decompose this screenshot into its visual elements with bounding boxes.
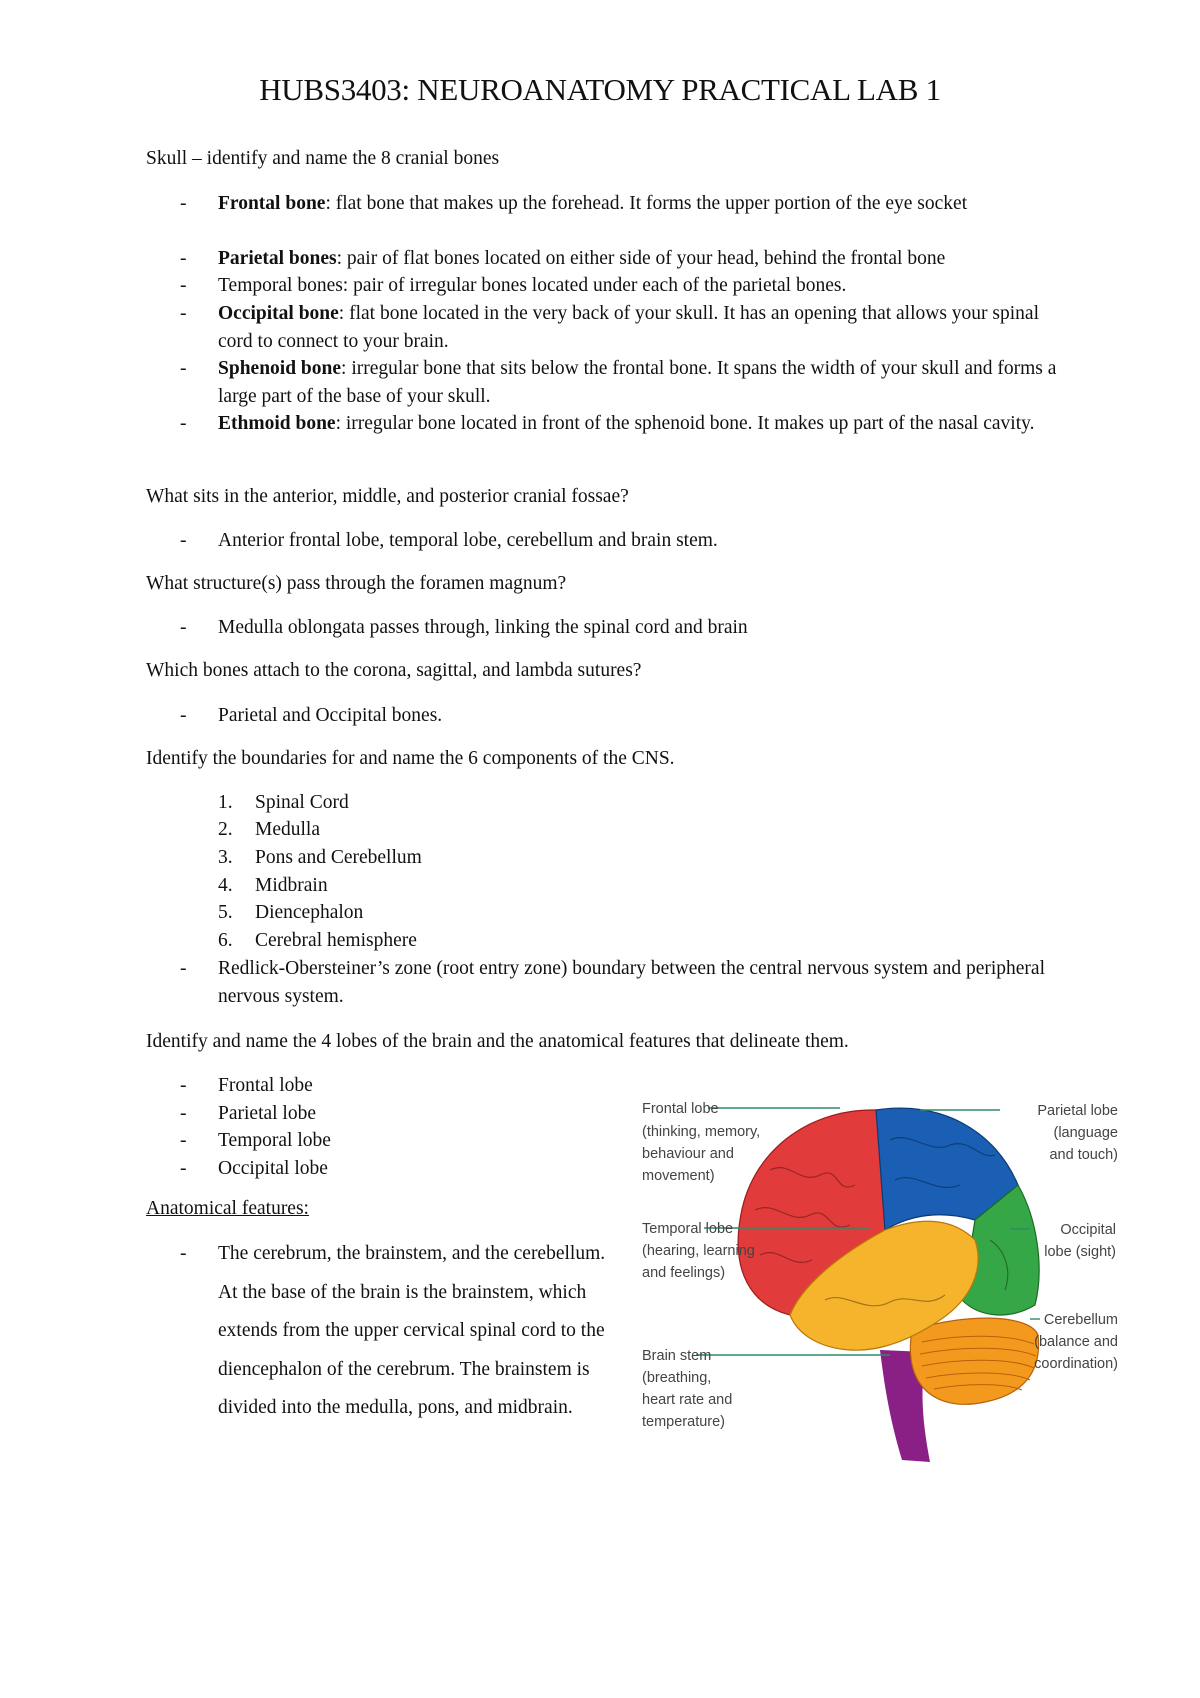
frontal-lobe-label: Frontal lobe	[642, 1101, 719, 1117]
anatomical-features-text: - The cerebrum, the brainstem, and the cerebellum. At the base of the brain is the brainstem, which extends from the upper cervical spinal cord to the diencephalon of the cerebrum. The brainstem is divided into the medulla, pons, and midbrain.	[180, 1243, 606, 1418]
bone-desc: : flat bone located in the very back of your skull. It has an opening that allows your spinal cord to connect to your brain.	[218, 303, 1039, 352]
list-dash: -	[180, 705, 187, 726]
cns-item: 5. Diencephalon	[218, 902, 364, 923]
svg-text:Occipital	[1060, 1222, 1116, 1238]
list-dash: -	[180, 617, 187, 638]
cns-item: 3. Pons and Cerebellum	[218, 847, 422, 868]
brain-stem-label: Brain stem	[642, 1348, 712, 1364]
answer-cns-boundary	[180, 955, 1060, 1010]
question-cranial-bones: Skull – identify and name the 8 cranial bones	[146, 148, 500, 169]
bone-item-temporal	[180, 272, 1060, 300]
svg-text:(breathing,: (breathing,	[642, 1370, 712, 1386]
bone-item-sphenoid	[180, 355, 1060, 410]
list-dash: -	[180, 530, 187, 551]
svg-text:Parietal lobe	[1037, 1103, 1118, 1119]
svg-text:Frontal lobe	[642, 1101, 719, 1117]
list-dash: -	[180, 958, 187, 979]
list-dash: -	[180, 193, 187, 214]
cns-item: 2. Medulla	[218, 819, 320, 840]
cns-item: 4. Midbrain	[218, 875, 328, 896]
occipital-lobe-label: Occipital	[1060, 1222, 1116, 1238]
bone-name: Occipital bone	[218, 303, 339, 324]
answer-text: Anterior frontal lobe, temporal lobe, cerebellum and brain stem.	[218, 530, 718, 551]
page-title: HUBS3403: NEUROANATOMY PRACTICAL LAB 1	[259, 72, 941, 107]
svg-text:heart rate and: heart rate and	[642, 1392, 733, 1408]
list-dash: -	[180, 275, 187, 296]
question-cns: Identify the boundaries for and name the 6 components of the CNS.	[146, 748, 675, 769]
bone-desc: : irregular bone that sits below the frontal bone. It spans the width of your skull and forms a large part of the base of your skull.	[218, 358, 1057, 407]
bone-name: Parietal bones	[218, 248, 337, 269]
cns-item: 1. Spinal Cord	[218, 792, 349, 813]
bone-desc: : flat bone that makes up the forehead. It forms the upper portion of the eye socket	[325, 193, 968, 214]
svg-text:lobe (sight): lobe (sight)	[1044, 1244, 1116, 1260]
bone-item-occipital	[180, 300, 1060, 355]
cerebellum-shape	[910, 1318, 1038, 1404]
list-dash: -	[180, 303, 187, 324]
svg-text:(hearing, learning: (hearing, learning	[642, 1243, 755, 1259]
svg-text:Brain stem	[642, 1348, 711, 1364]
lobe-item: - Frontal lobe	[180, 1075, 313, 1096]
parietal-lobe-label: Parietal lobe	[1037, 1103, 1118, 1119]
question-sutures: Which bones attach to the corona, sagittal, and lambda sutures?	[146, 660, 642, 681]
answer-sutures	[180, 702, 1060, 730]
list-dash: -	[180, 358, 187, 379]
svg-text:coordination): coordination)	[1034, 1356, 1118, 1372]
brain-lobes-diagram	[640, 1090, 1120, 1470]
svg-text:(thinking, memory,: (thinking, memory,	[642, 1124, 761, 1140]
answer-text: Redlick-Obersteiner’s zone (root entry zone) boundary between the central nervous system and peripheral nervous system.	[218, 958, 1045, 1007]
list-dash: -	[180, 248, 187, 269]
svg-text:movement): movement)	[642, 1168, 715, 1184]
question-foramen-magnum: What structure(s) pass through the foramen magnum?	[146, 573, 567, 594]
bone-name: Ethmoid bone	[218, 413, 336, 434]
answer-foramen-magnum	[180, 614, 1060, 642]
temporal-lobe-label: Temporal lobe	[642, 1221, 734, 1237]
bone-name: Sphenoid bone	[218, 358, 342, 379]
svg-text:temperature): temperature)	[642, 1414, 726, 1430]
svg-text:and feelings): and feelings)	[642, 1265, 726, 1281]
lobe-item: - Temporal lobe	[180, 1130, 331, 1151]
anatomical-features-heading: Anatomical features:	[146, 1198, 309, 1219]
bone-item-ethmoid	[180, 410, 1060, 438]
bone-name: Frontal bone	[218, 193, 326, 214]
answer-fossae	[180, 527, 1060, 555]
cerebellum-label: Cerebellum	[1043, 1312, 1118, 1328]
list-dash: -	[180, 413, 187, 434]
question-lobes: Identify and name the 4 lobes of the brain and the anatomical features that delineate them.	[146, 1031, 849, 1052]
bone-desc: Temporal bones: pair of irregular bones located under each of the parietal bones.	[218, 275, 847, 296]
svg-text:Temporal lobe	[642, 1221, 733, 1237]
svg-text:(language: (language	[1053, 1125, 1118, 1141]
svg-text:Cerebellum	[1044, 1312, 1118, 1328]
bone-desc: : irregular bone located in front of the sphenoid bone. It makes up part of the nasal cavity.	[335, 413, 1035, 434]
lobe-item: - Parietal lobe	[180, 1103, 317, 1124]
lobe-item: - Occipital lobe	[180, 1158, 328, 1179]
bone-desc: : pair of flat bones located on either side of your head, behind the frontal bone	[336, 248, 946, 269]
answer-text: Parietal and Occipital bones.	[218, 705, 443, 726]
svg-text:(balance and: (balance and	[1034, 1334, 1118, 1350]
svg-text:behaviour and: behaviour and	[642, 1146, 734, 1162]
bone-item-frontal	[180, 190, 1060, 218]
bone-item-parietal	[180, 245, 1060, 273]
cns-item: 6. Cerebral hemisphere	[218, 930, 417, 951]
svg-text:and touch): and touch)	[1049, 1147, 1118, 1163]
question-fossae: What sits in the anterior, middle, and posterior cranial fossae?	[146, 486, 629, 507]
answer-text: Medulla oblongata passes through, linking the spinal cord and brain	[218, 617, 748, 638]
